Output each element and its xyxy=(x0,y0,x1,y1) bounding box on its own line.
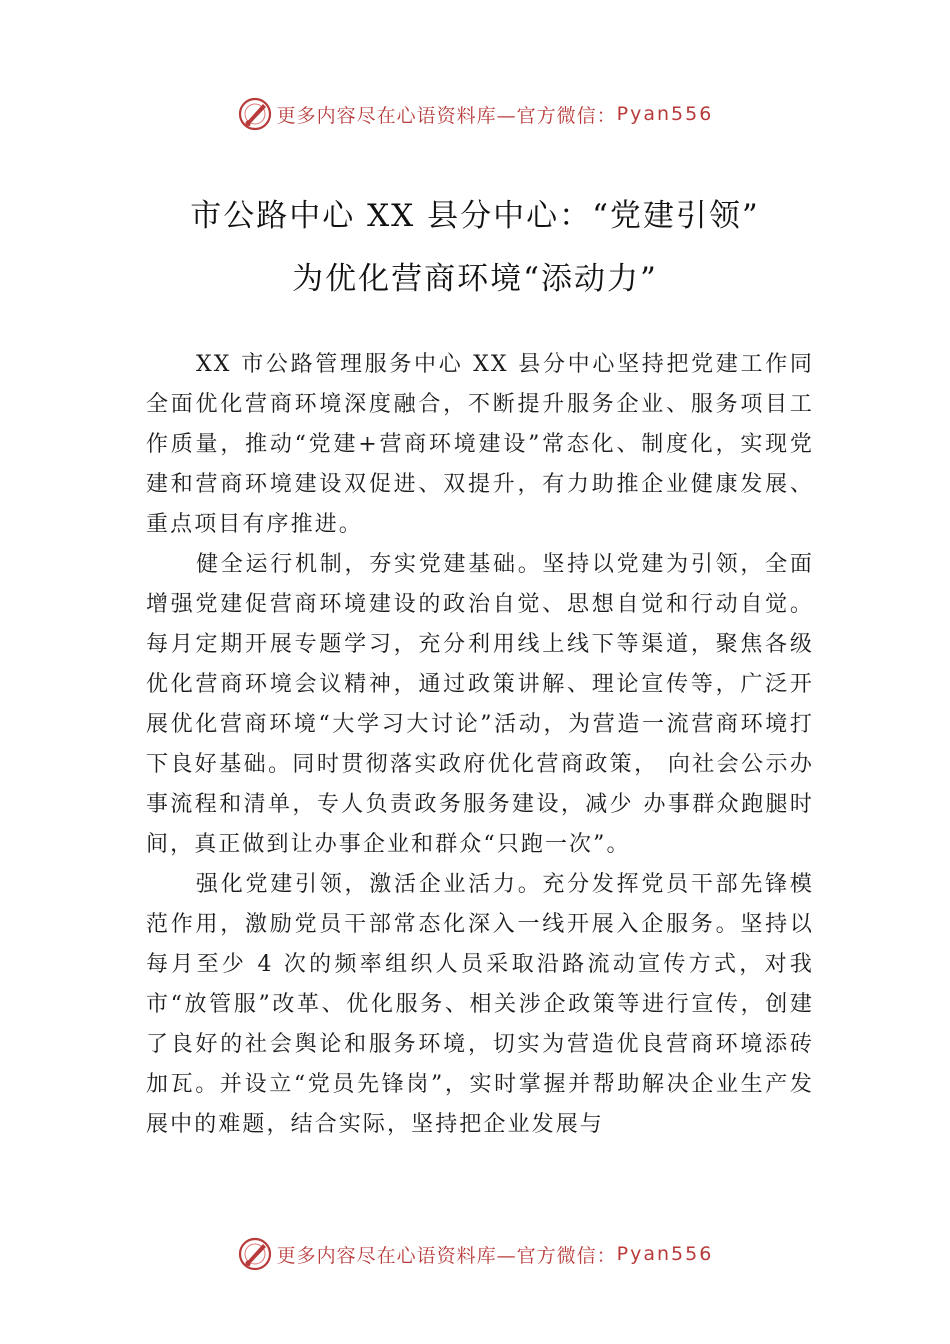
paragraph-1: XX 市公路管理服务中心 XX 县分中心坚持把党建工作同全面优化营商环境深度融合，不断提升服务企业、服务项目工作质量，推动“党建+营商环境建设”常态化、制度化，实现党建和营商环境建设双促进、双提升，有力助推企业健康发展、重点项目有序推进。 xyxy=(146,352,814,537)
banner-text: 更多内容尽在心语资料库—官方微信： xyxy=(276,1244,617,1267)
brush-seal-icon xyxy=(237,1236,273,1272)
article-body xyxy=(146,345,814,1145)
paragraph-2: 健全运行机制，夯实党建基础。坚持以党建为引领，全面增强党建促营商环境建设的政治自觉、思想自觉和行动自觉。每月定期开展专题学习，充分利用线上线下等渠道，聚焦各级优化营商环境会议精神，通过政策讲解、理论宣传等，广泛开展优化营商环境“大学习大讨论”活动，为营造一流营商环境打下良好基础。同时贯彻落实政府优化营商政策， 向社会公示办事流程和清单，专人负责政务服务建设，减少 办事群众跑腿时间，真正做到让办事企业和群众“只跑一次”。 xyxy=(146,552,814,857)
brush-seal-icon xyxy=(237,96,273,132)
banner-text: 更多内容尽在心语资料库—官方微信： xyxy=(276,104,617,127)
page-title-line-2: 为优化营商环境“添动力” xyxy=(292,261,658,297)
footer-watermark-banner xyxy=(0,1234,950,1274)
page-title-line-1: 市公路中心 XX 县分中心：“党建引领” xyxy=(190,198,760,234)
header-watermark-banner xyxy=(0,94,950,134)
banner-contact: Pyan556 xyxy=(616,1243,714,1265)
paragraph-3: 强化党建引领，激活企业活力。充分发挥党员干部先锋模范作用，激励党员干部常态化深入一线开展入企服务。坚持以每月至少 4 次的频率组织人员采取沿路流动宣传方式，对我市“放管服”改革、优化服务、相关涉企政策等进行宣传，创建了良好的社会舆论和服务环境，切实为营造优良营商环境添砖加瓦。并设立“党员先锋岗”，实时掌握并帮助解决企业生产发展中的难题，结合实际，坚持把企业发展与 xyxy=(146,872,814,1137)
banner-contact: Pyan556 xyxy=(616,103,714,125)
